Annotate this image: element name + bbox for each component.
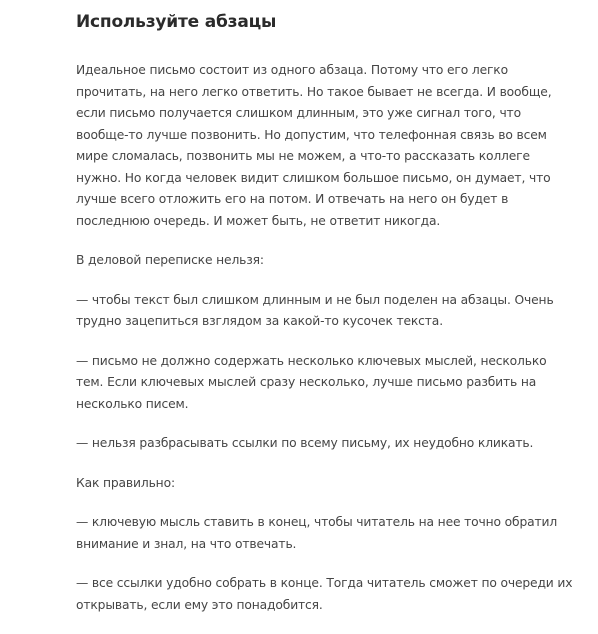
paragraph-forbidden-item-3: — нельзя разбрасывать ссылки по всему письму, их неудобно кликать. xyxy=(76,436,534,450)
paragraph-forbidden-item-1: — чтобы текст был слишком длинным и не был поделен на абзацы. Очень трудно зацепиться взглядом за какой-то кусочек текста. xyxy=(76,292,554,328)
paragraph-intro: Идеальное письмо состоит из одного абзаца. Потому что его легко прочитать, на него легко ответить. Но такое бывает не всегда. И вообще, если письмо получается слишком длинным, это уже сигнал того, что вообще-то лучше позвонить. Но допустим, что телефонная связь во всем мире сломалась, позвонить мы не можем, а что-то рассказать коллеге нужно. Но когда человек видит слишком большое письмо, он думает, что лучше всего отложить его на потом. И отвечать на него он будет в последнюю очередь. И может быть, не ответит никогда. xyxy=(76,63,552,228)
article xyxy=(76,10,576,634)
paragraph-forbidden-heading: В деловой переписке нельзя: xyxy=(76,253,264,267)
article-title: Используйте абзацы xyxy=(76,12,277,32)
paragraph-correct-heading: Как правильно: xyxy=(76,475,175,490)
paragraph-correct-item-1: — ключевую мысль ставить в конец, чтобы читатель на нее точно обратил внимание и знал, на что отвечать. xyxy=(76,515,558,551)
paragraph-forbidden-item-2: — письмо не должно содержать несколько ключевых мыслей, несколько тем. Если ключевых мыслей сразу несколько, лучше письмо разбить на несколько писем. xyxy=(76,353,547,411)
paragraph-correct-item-2: — все ссылки удобно собрать в конце. Тогда читатель сможет по очереди их открывать, если ему это понадобится. xyxy=(76,576,573,612)
